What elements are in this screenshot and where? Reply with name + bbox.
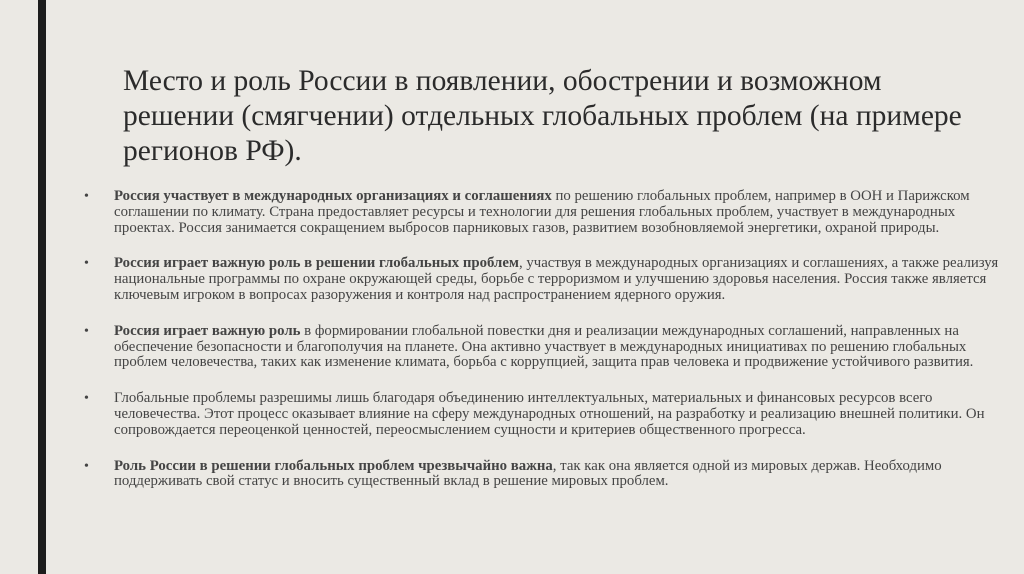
bullet-bold-text: Россия участвует в международных организациях и соглашениях (114, 188, 552, 204)
bullet-bold-text: Россия играет важную роль (114, 322, 301, 339)
bullet-dot: • (84, 323, 89, 339)
slide-accent-bar (38, 0, 46, 574)
bullet-item (84, 324, 999, 371)
bullet-bold-text: Россия играет важную роль в решении глобальных проблем (114, 255, 519, 272)
bullet-list (84, 189, 999, 510)
slide-title: Место и роль России в появлении, обострении и возможном решении (смягчении) отдельных глобальных проблем (на примере регионов РФ). (123, 65, 962, 167)
bullet-text: по решению глобальных проблем, например в ООН и Парижском соглашении по климату. Страна предоставляет ресурсы и технологии для решения глобальных проблем, участвует в международных проектах. Россия занимается сокращением выбросов парниковых газов, развитием возобновляемой энергетики, охраной природы. (114, 188, 970, 236)
bullet-dot: • (84, 256, 89, 272)
bullet-dot: • (84, 391, 89, 407)
bullet-text: , так как она является одной из мировых держав. Необходимо поддерживать свой статус и вносить существенный вклад в решение мировых проблем. (114, 457, 942, 490)
bullet-text: в формировании глобальной повестки дня и реализации международных соглашений, направленных на обеспечение безопасности и благополучия на планете. Она активно участвует в международных инициативах по решению глобальных проблем человечества, таких как изменение климата, борьба с коррупцией, защита прав человека и продвижение устойчивого развития. (114, 322, 974, 371)
bullet-item (84, 189, 999, 236)
bullet-dot: • (84, 458, 89, 474)
bullet-bold-text: Роль России в решении глобальных проблем чрезвычайно важна (114, 457, 553, 474)
bullet-dot: • (84, 189, 89, 204)
bullet-item (84, 459, 999, 491)
bullet-text: Глобальные проблемы разрешимы лишь благодаря объединению интеллектуальных, материальных и финансовых ресурсов всего человечества. Этот процесс оказывает влияние на сферу международных отношений, на разработку и реализацию внешней политики. Он сопровождается переоценкой ценностей, переосмыслением сущности и критериев общественного прогресса. (114, 390, 985, 438)
bullet-text: , участвуя в международных организациях и соглашениях, а также реализуя национальные программы по охране окружающей среды, борьбе с терроризмом и улучшению здоровья населения. Россия также является ключевым игроком в вопросах разоружения и контроля над распространением ядерного оружия. (114, 255, 999, 303)
bullet-item (84, 391, 999, 438)
bullet-item (84, 256, 999, 303)
